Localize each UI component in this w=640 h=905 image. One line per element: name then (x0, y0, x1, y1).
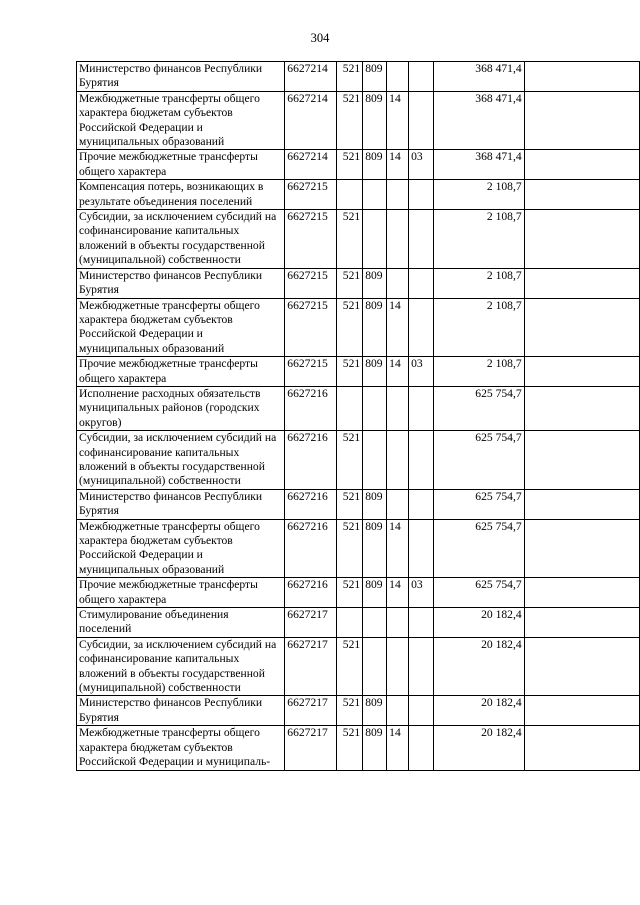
row-group-code (409, 386, 434, 430)
table-row (77, 696, 640, 726)
row-amount: 625 754,7 (434, 386, 525, 430)
row-amount: 625 754,7 (434, 519, 525, 578)
row-group-code: 03 (409, 578, 434, 608)
row-amount: 2 108,7 (434, 357, 525, 387)
row-section-code: 809 (363, 298, 387, 357)
row-empty-cell (524, 519, 639, 578)
row-code: 6627215 (285, 180, 337, 210)
table-row (77, 210, 640, 269)
row-subsection-code: 14 (387, 150, 409, 180)
row-subsection-code: 14 (387, 578, 409, 608)
budget-table (76, 61, 640, 771)
row-amount: 625 754,7 (434, 578, 525, 608)
row-empty-cell (524, 489, 639, 519)
row-admin-code (337, 180, 363, 210)
row-group-code: 03 (409, 357, 434, 387)
row-name: Стимулирование объединения поселений (77, 608, 285, 638)
row-admin-code: 521 (337, 726, 363, 770)
row-empty-cell (524, 91, 639, 150)
row-subsection-code (387, 180, 409, 210)
table-row (77, 357, 640, 387)
row-group-code (409, 519, 434, 578)
row-code: 6627216 (285, 431, 337, 490)
table-row (77, 62, 640, 92)
budget-table-body (77, 62, 640, 771)
row-name: Субсидии, за исключением субсидий на софинансирование капитальных вложений в объекты государственной (муниципальной) собственности (77, 431, 285, 490)
table-row (77, 489, 640, 519)
table-row (77, 578, 640, 608)
row-empty-cell (524, 268, 639, 298)
row-amount: 20 182,4 (434, 696, 525, 726)
row-empty-cell (524, 726, 639, 770)
row-admin-code: 521 (337, 489, 363, 519)
row-group-code (409, 62, 434, 92)
row-subsection-code: 14 (387, 726, 409, 770)
row-admin-code (337, 608, 363, 638)
row-subsection-code (387, 696, 409, 726)
row-code: 6627214 (285, 62, 337, 92)
row-amount: 368 471,4 (434, 62, 525, 92)
row-group-code (409, 489, 434, 519)
row-empty-cell (524, 608, 639, 638)
row-code: 6627216 (285, 489, 337, 519)
table-row (77, 150, 640, 180)
row-code: 6627215 (285, 268, 337, 298)
row-admin-code: 521 (337, 578, 363, 608)
row-empty-cell (524, 637, 639, 696)
row-code: 6627214 (285, 150, 337, 180)
row-admin-code: 521 (337, 150, 363, 180)
row-admin-code (337, 386, 363, 430)
row-name: Министерство финансов Республики Бурятия (77, 268, 285, 298)
row-code: 6627215 (285, 357, 337, 387)
row-code: 6627214 (285, 91, 337, 150)
row-empty-cell (524, 357, 639, 387)
row-subsection-code (387, 386, 409, 430)
row-section-code: 809 (363, 578, 387, 608)
table-row (77, 386, 640, 430)
row-group-code (409, 91, 434, 150)
row-amount: 2 108,7 (434, 180, 525, 210)
row-section-code (363, 637, 387, 696)
row-code: 6627217 (285, 726, 337, 770)
row-name: Прочие межбюджетные трансферты общего характера (77, 578, 285, 608)
row-name: Межбюджетные трансферты общего характера бюджетам субъектов Российской Федерации и муниципальных образований (77, 519, 285, 578)
row-name: Межбюджетные трансферты общего характера бюджетам субъектов Российской Федерации и муниципаль- (77, 726, 285, 770)
row-section-code: 809 (363, 489, 387, 519)
row-name: Компенсация потерь, возникающих в результате объединения поселений (77, 180, 285, 210)
row-admin-code: 521 (337, 696, 363, 726)
row-section-code: 809 (363, 726, 387, 770)
row-empty-cell (524, 578, 639, 608)
row-admin-code: 521 (337, 62, 363, 92)
row-subsection-code (387, 608, 409, 638)
row-subsection-code: 14 (387, 519, 409, 578)
row-empty-cell (524, 696, 639, 726)
row-admin-code: 521 (337, 268, 363, 298)
row-section-code: 809 (363, 62, 387, 92)
row-section-code: 809 (363, 150, 387, 180)
row-admin-code: 521 (337, 91, 363, 150)
row-empty-cell (524, 431, 639, 490)
table-row (77, 608, 640, 638)
row-name: Субсидии, за исключением субсидий на софинансирование капитальных вложений в объекты государственной (муниципальной) собственности (77, 637, 285, 696)
row-code: 6627217 (285, 696, 337, 726)
row-section-code: 809 (363, 268, 387, 298)
table-row (77, 726, 640, 770)
row-empty-cell (524, 180, 639, 210)
row-section-code (363, 431, 387, 490)
row-amount: 625 754,7 (434, 489, 525, 519)
row-subsection-code (387, 210, 409, 269)
row-subsection-code (387, 637, 409, 696)
row-section-code (363, 386, 387, 430)
row-code: 6627217 (285, 608, 337, 638)
table-row (77, 91, 640, 150)
row-code: 6627216 (285, 578, 337, 608)
row-group-code (409, 637, 434, 696)
row-subsection-code (387, 489, 409, 519)
row-empty-cell (524, 150, 639, 180)
table-row (77, 637, 640, 696)
row-group-code (409, 726, 434, 770)
row-name: Министерство финансов Республики Бурятия (77, 489, 285, 519)
row-group-code (409, 210, 434, 269)
row-name: Министерство финансов Республики Бурятия (77, 62, 285, 92)
row-name: Исполнение расходных обязательств муниципальных районов (городских округов) (77, 386, 285, 430)
row-subsection-code: 14 (387, 91, 409, 150)
row-amount: 20 182,4 (434, 637, 525, 696)
row-name: Прочие межбюджетные трансферты общего характера (77, 357, 285, 387)
row-amount: 20 182,4 (434, 608, 525, 638)
row-group-code (409, 268, 434, 298)
row-group-code (409, 180, 434, 210)
page-number: 304 (310, 31, 330, 45)
row-admin-code: 521 (337, 431, 363, 490)
row-subsection-code (387, 62, 409, 92)
row-amount: 625 754,7 (434, 431, 525, 490)
row-amount: 368 471,4 (434, 91, 525, 150)
row-section-code (363, 608, 387, 638)
row-admin-code: 521 (337, 357, 363, 387)
row-name: Министерство финансов Республики Бурятия (77, 696, 285, 726)
row-group-code (409, 696, 434, 726)
row-subsection-code (387, 268, 409, 298)
row-name: Субсидии, за исключением субсидий на софинансирование капитальных вложений в объекты государственной (муниципальной) собственности (77, 210, 285, 269)
row-empty-cell (524, 62, 639, 92)
row-section-code (363, 210, 387, 269)
row-subsection-code (387, 431, 409, 490)
table-row (77, 180, 640, 210)
row-subsection-code: 14 (387, 357, 409, 387)
row-admin-code: 521 (337, 519, 363, 578)
row-amount: 20 182,4 (434, 726, 525, 770)
row-code: 6627215 (285, 210, 337, 269)
row-amount: 368 471,4 (434, 150, 525, 180)
row-group-code: 03 (409, 150, 434, 180)
row-group-code (409, 431, 434, 490)
row-admin-code: 521 (337, 298, 363, 357)
row-code: 6627216 (285, 386, 337, 430)
row-subsection-code: 14 (387, 298, 409, 357)
row-amount: 2 108,7 (434, 298, 525, 357)
row-section-code: 809 (363, 696, 387, 726)
row-group-code (409, 608, 434, 638)
row-name: Межбюджетные трансферты общего характера бюджетам субъектов Российской Федерации и муниципальных образований (77, 298, 285, 357)
row-admin-code: 521 (337, 210, 363, 269)
row-empty-cell (524, 386, 639, 430)
row-amount: 2 108,7 (434, 268, 525, 298)
row-name: Прочие межбюджетные трансферты общего характера (77, 150, 285, 180)
table-row (77, 298, 640, 357)
row-empty-cell (524, 210, 639, 269)
table-row (77, 519, 640, 578)
table-row (77, 431, 640, 490)
row-section-code (363, 180, 387, 210)
row-name: Межбюджетные трансферты общего характера бюджетам субъектов Российской Федерации и муниципальных образований (77, 91, 285, 150)
row-group-code (409, 298, 434, 357)
table-row (77, 268, 640, 298)
row-section-code: 809 (363, 357, 387, 387)
row-code: 6627216 (285, 519, 337, 578)
row-admin-code: 521 (337, 637, 363, 696)
row-code: 6627215 (285, 298, 337, 357)
row-empty-cell (524, 298, 639, 357)
row-section-code: 809 (363, 91, 387, 150)
row-section-code: 809 (363, 519, 387, 578)
row-code: 6627217 (285, 637, 337, 696)
row-amount: 2 108,7 (434, 210, 525, 269)
